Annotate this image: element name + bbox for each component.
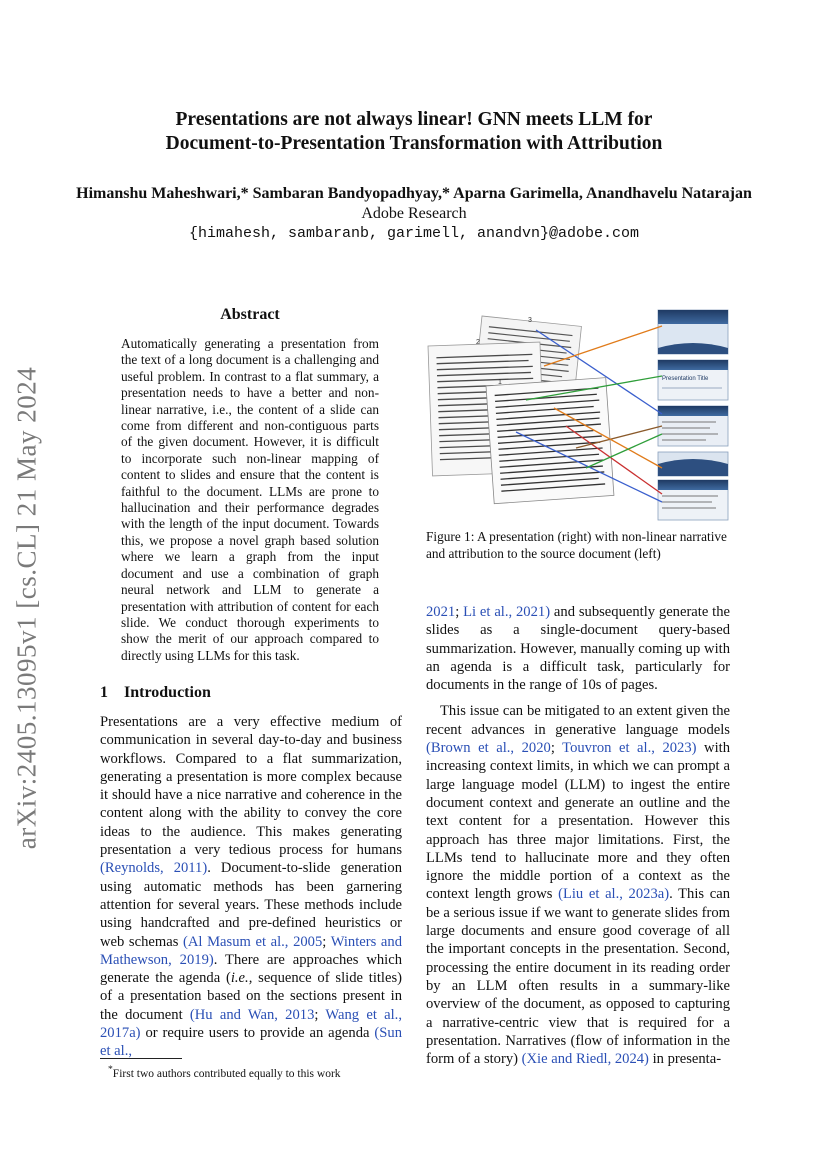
citation-link[interactable]: (Brown et al., 2020 bbox=[426, 740, 551, 757]
arxiv-id: arXiv:2405.13095v1 [cs.CL] 21 May 2024 bbox=[11, 366, 42, 850]
title-line-2: Document-to-Presentation Transformation with Attribution bbox=[165, 133, 663, 154]
section-heading-introduction bbox=[100, 684, 211, 702]
text-run: . Document-to-slide generation using automatic methods has been garnering attention for several years. These methods include using handcrafted and pre-defined heuristics or web schemas bbox=[100, 860, 403, 950]
text-run: ; bbox=[322, 933, 331, 950]
text-run: or require users to provide an agenda bbox=[140, 1025, 375, 1042]
footnote-rule bbox=[100, 1058, 182, 1059]
figure-illustration bbox=[426, 308, 730, 526]
section-title: Introduction bbox=[124, 684, 211, 701]
paragraph-2 bbox=[426, 702, 730, 1068]
text-run: and subsequently generate the slides as a single-document query-based summarization. However, manually coming up with an agenda is a difficult task, particularly for documents in the range of 10s of pages. bbox=[426, 604, 731, 694]
citation-link[interactable]: (Al Masum et al., 2005 bbox=[183, 933, 323, 950]
text-run: This issue can be mitigated to an extent given the recent advances in generative language models bbox=[426, 703, 730, 738]
page-number-3: 3 bbox=[528, 317, 532, 324]
document-pages bbox=[428, 316, 614, 504]
citation-link[interactable]: Li et al., 2021) bbox=[463, 604, 551, 620]
author-block bbox=[0, 184, 828, 244]
paper-title bbox=[0, 108, 828, 156]
text-run: . This can be a serious issue if we want to generate slides from large documents and ensure good coverage of all the important concepts in the presentation. Second, processing the entire document in its reading order by an LLM often results in a summary-like overview of the document, as opposed to capturing a narrative-centric view that is required for a presentation. Narratives (flow of information in the form of a story) bbox=[426, 886, 730, 1068]
citation-link[interactable]: Winters and Mathewson, 2019) bbox=[100, 933, 402, 968]
right-column-text bbox=[426, 603, 730, 1068]
text-run: ; bbox=[314, 1006, 326, 1023]
title-line-1: Presentations are not always linear! GNN meets LLM for bbox=[175, 109, 653, 130]
footnote-mark: * bbox=[108, 1064, 113, 1075]
text-run: Presentations are a very effective medium of communication in several day-to-day and business workflows. Compared to a flat summarization, generating a presentation is more complex because it should have a nice narrative and coherence in the content along with the ability to convey the core ideas to the audience. This makes generating presentation a very tedious process for humans bbox=[100, 714, 402, 859]
doc-page-1 bbox=[486, 378, 614, 504]
slide-1 bbox=[658, 310, 728, 354]
text-run: with increasing context limits, in which we can prompt a large language model (LLM) to ingest the entire document context and generate an outline and the text content for a presentation. However this approach has three major limitations. First, the LLMs tend to hallucinate more and they often ignore the middle portion of a context as the context length grows bbox=[426, 740, 731, 903]
author-emails: {himahesh, sambaranb, garimell, anandvn}@adobe.com bbox=[188, 225, 640, 242]
abstract-text: Automatically generating a presentation from the text of a long document is a challenging and useful problem. In contrast to a flat summary, a presentation needs to have a better and non-linear narrative, i.e., the content of a slide can come from different and non-contiguous parts of the given document. However, it is difficult to incorporate such non-linear mapping of content to slides and ensure that the content is faithful to the document. LLMs are prone to hallucination and their performance degrades with the length of the input document. Towards this, we propose a novel graph based solution where we learn a graph from the input document and use a combination of graph neural network and LLM to generate a presentation with attribution of content for each slide. We conduct thorough experiments to show the merit of our approach compared to directly using LLMs for this task. bbox=[121, 336, 379, 663]
text-run: . There are approaches which generate the agenda ( bbox=[100, 951, 402, 987]
citation-link[interactable]: (Hu and Wan, 2013 bbox=[189, 1006, 315, 1023]
citation-link[interactable]: (Reynolds, 2011) bbox=[100, 860, 208, 877]
figure-1 bbox=[426, 308, 730, 526]
slide-5 bbox=[658, 480, 728, 520]
slide-2 bbox=[658, 360, 728, 400]
citation-link[interactable]: 2021 bbox=[426, 604, 456, 620]
slide-2-title: Presentation Title bbox=[662, 376, 709, 382]
citation-link[interactable]: Touvron et al., 2023) bbox=[562, 740, 697, 757]
figure-1-caption: Figure 1: A presentation (right) with non-linear narrative and attribution to the source document (left) bbox=[426, 529, 727, 561]
citation-link[interactable]: (Sun et al., bbox=[100, 1025, 402, 1060]
slide-4 bbox=[658, 452, 728, 476]
text-run: ; bbox=[455, 604, 464, 620]
abstract-heading: Abstract bbox=[220, 306, 280, 323]
arxiv-stamp bbox=[6, 358, 48, 858]
citation-link[interactable]: (Liu et al., 2023a) bbox=[558, 886, 670, 903]
citation-link[interactable]: (Xie and Riedl, 2024) bbox=[521, 1051, 649, 1068]
page-number-1: 1 bbox=[498, 379, 502, 386]
section-number: 1 bbox=[100, 684, 108, 701]
footnote-text: First two authors contributed equally to this work bbox=[112, 1067, 341, 1080]
page-number-2: 2 bbox=[476, 339, 480, 346]
affiliation: Adobe Research bbox=[361, 205, 467, 222]
slide-3 bbox=[658, 406, 728, 446]
text-run: ; bbox=[550, 740, 563, 757]
author-names: Himanshu Maheshwari,* Sambaran Bandyopadhyay,* Aparna Garimella, Anandhavelu Natarajan bbox=[76, 185, 752, 202]
text-run: in presenta- bbox=[648, 1051, 722, 1068]
presentation-slides bbox=[658, 310, 728, 520]
text-run: i.e., bbox=[230, 970, 253, 987]
text-run: sequence of slide titles) of a presentation based on the sections present in the document bbox=[100, 970, 403, 1023]
citation-link[interactable]: Wang et al., 2017a) bbox=[100, 1006, 402, 1042]
footnote bbox=[108, 1063, 341, 1081]
paragraph-continued bbox=[426, 603, 730, 694]
intro-paragraph bbox=[100, 713, 402, 1061]
